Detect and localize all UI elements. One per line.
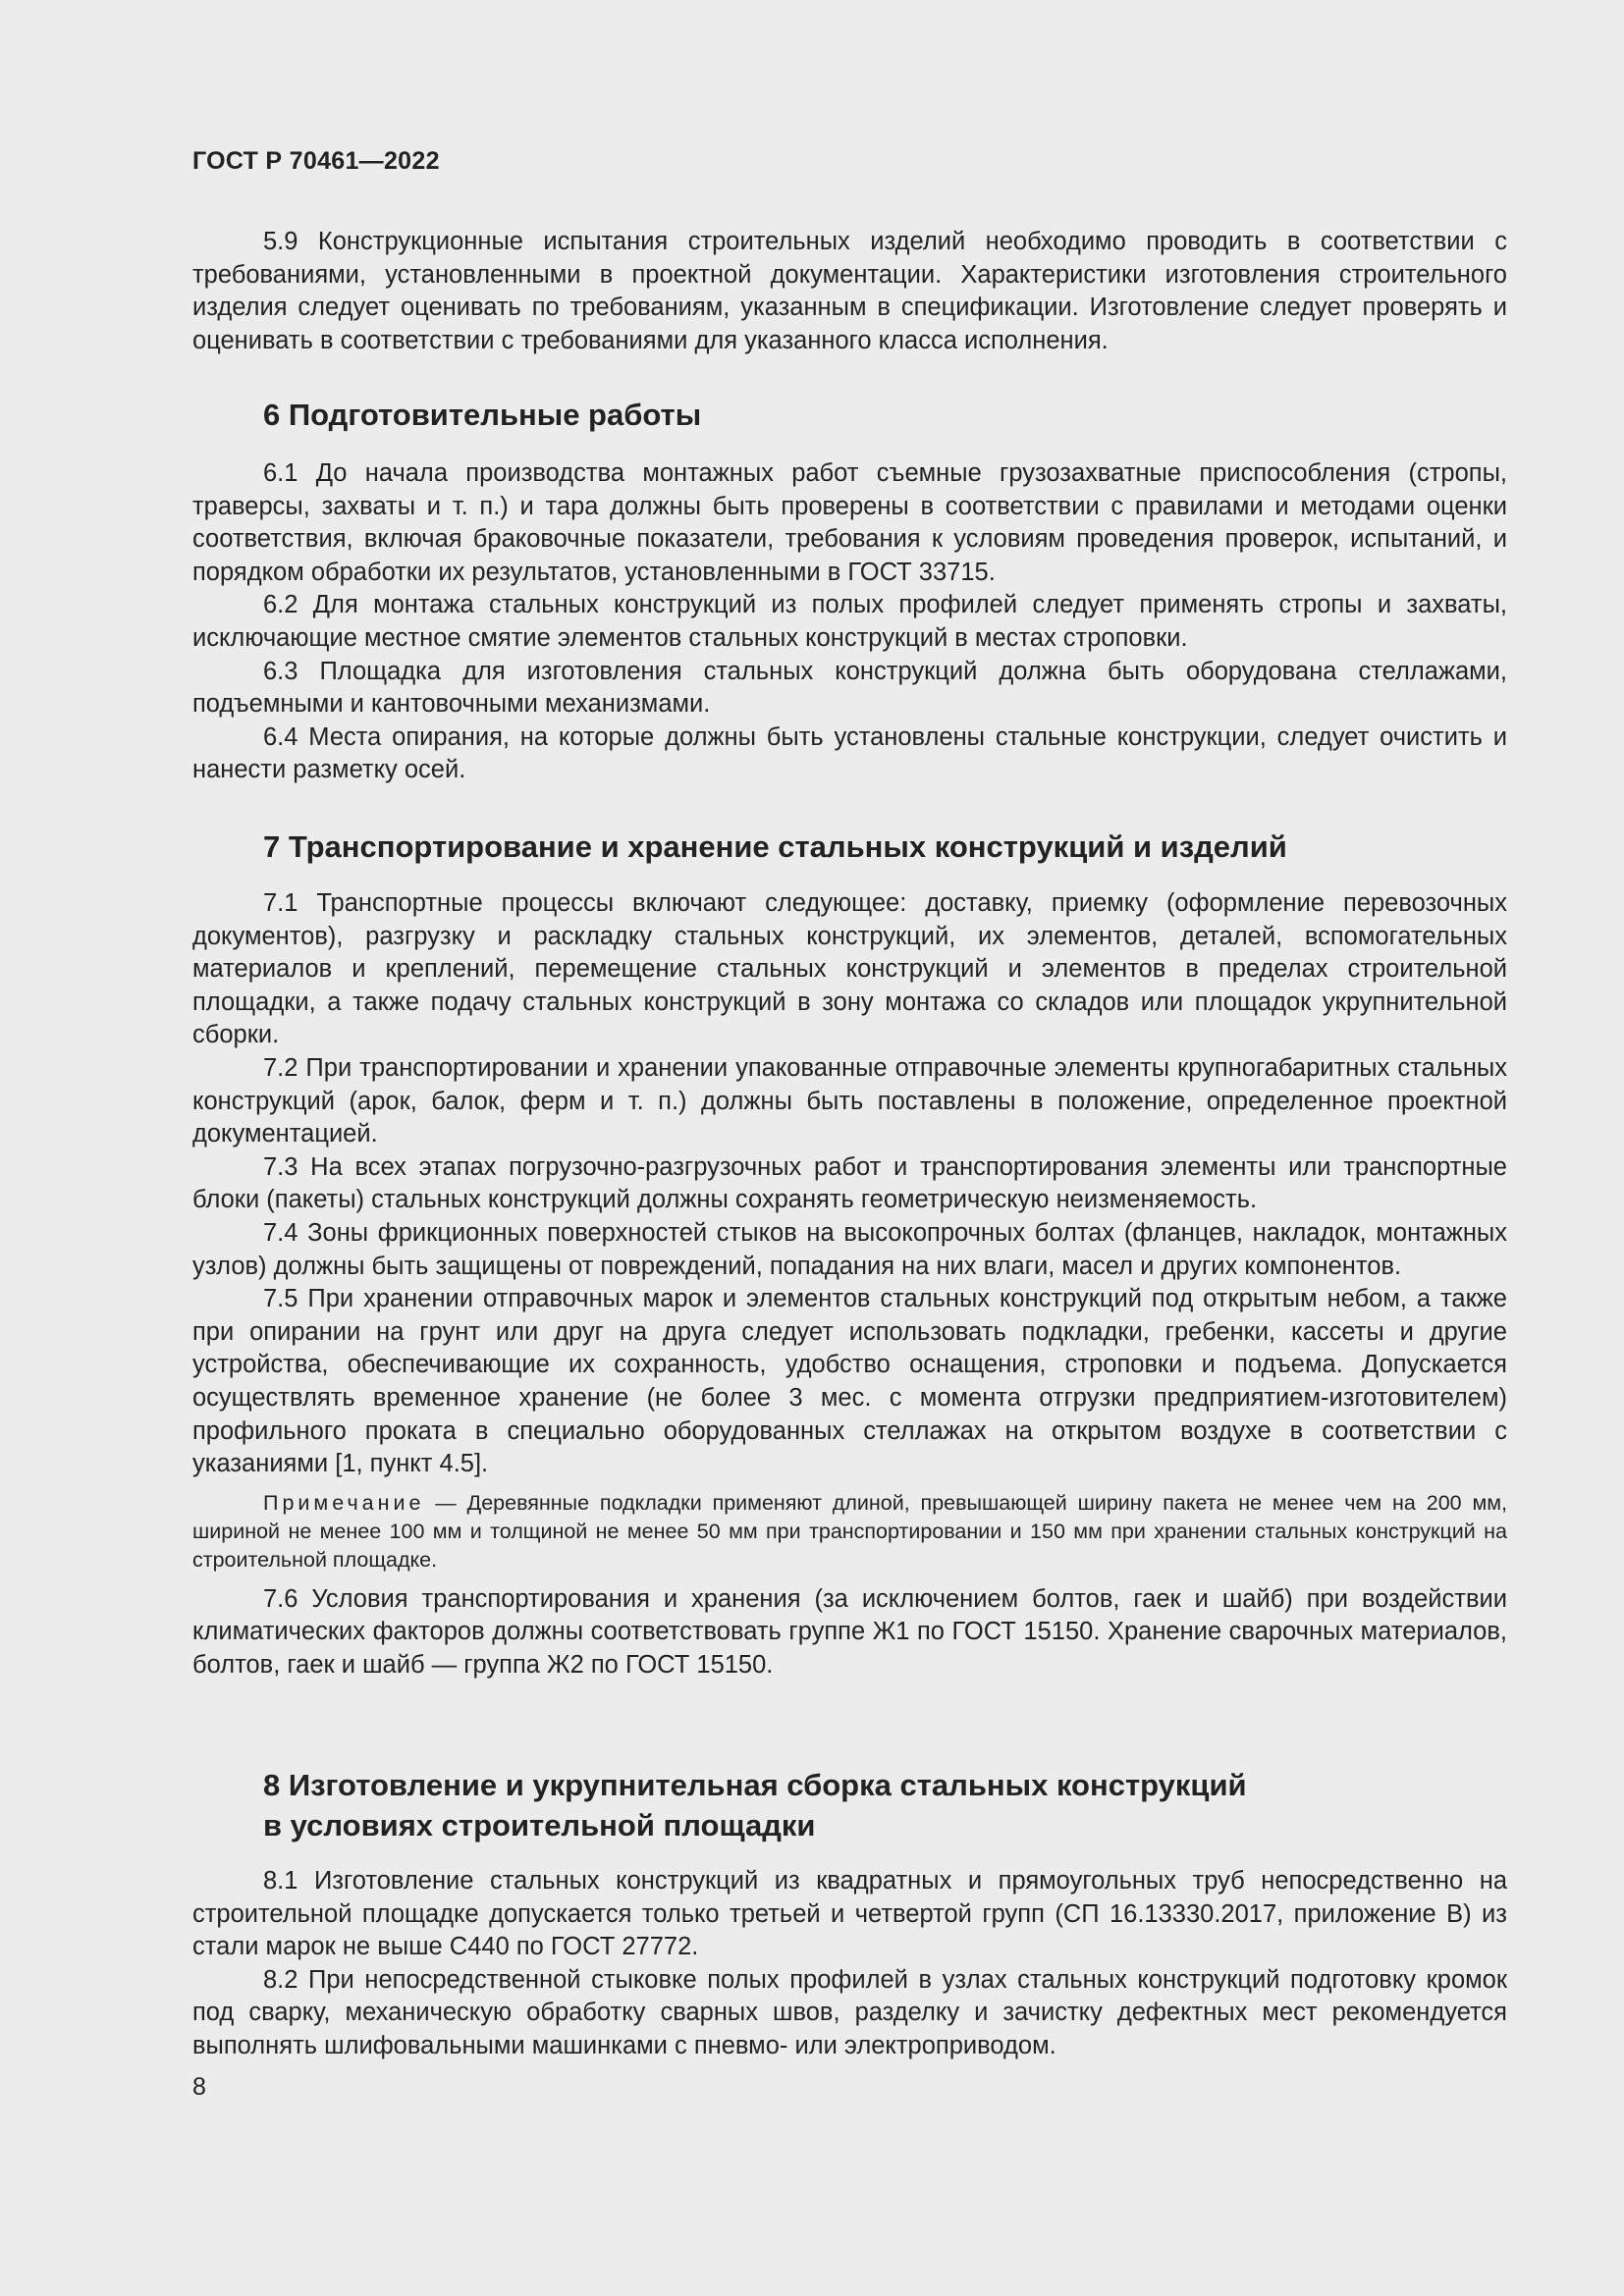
paragraph-7-4: 7.4 Зоны фрикционных поверхностей стыков на высокопрочных болтах (фланцев, накладок, монтажных узлов) должны быть защищены от повреждений, попадания на них влаги, масел и других компонентов. xyxy=(192,1218,1507,1280)
paragraph-5-9: 5.9 Конструкционные испытания строительных изделий необходимо проводить в соответствии с требованиями, установленными в проектной документации. Характеристики изготовления строительного изделия следует оценивать по требованиям, указанным в спецификации. Изготовление следует проверять и оценивать в соответствии с требованиями для указанного класса исполнения. xyxy=(192,228,1507,354)
section-7 xyxy=(192,827,1507,867)
paragraph-8-2: 8.2 При непосредственной стыковке полых профилей в узлах стальных конструкций подготовку кромок под сварку, механическую обработку сварных швов, разделку и зачистку дефектных мест рекомендуется выполнять шлифовальными машинками с пневмо- или электроприводом. xyxy=(192,1965,1507,2059)
document-header-code: ГОСТ Р 70461—2022 xyxy=(192,147,440,175)
section-7-body xyxy=(192,887,1507,1682)
note-7-5 xyxy=(192,1489,1507,1575)
section-8 xyxy=(192,1765,1507,1845)
section-6-body xyxy=(192,457,1507,787)
section-8-title-line2: в условиях строительной площадки xyxy=(263,1808,816,1842)
paragraph-5-9-block xyxy=(192,226,1507,357)
paragraph-7-2: 7.2 При транспортировании и хранении упакованные отправочные элементы крупногабаритных стальных конструкций (арок, балок, ферм и т. п.) должны быть поставлены в положение, определенное проектной документацией. xyxy=(192,1053,1507,1148)
paragraph-7-3: 7.3 На всех этапах погрузочно-разгрузочных работ и транспортирования элементы или транспортные блоки (пакеты) стальных конструкций должны сохранять геометрическую неизменяемость. xyxy=(192,1152,1507,1214)
section-6 xyxy=(192,395,1507,435)
page-number: 8 xyxy=(192,2073,206,2101)
section-6-title: 6 Подготовительные работы xyxy=(263,398,702,432)
note-text: — Деревянные подкладки применяют длиной, превышающей ширину пакета не менее чем на 200 мм, шириной не менее 100 мм и толщиной не менее 50 мм при транспортировании и 150 мм при хранении стальных конструкций на строительной площадке. xyxy=(192,1490,1507,1572)
paragraph-6-3: 6.3 Площадка для изготовления стальных конструкций должна быть оборудована стеллажами, подъемными и кантовочными механизмами. xyxy=(192,657,1507,719)
paragraph-7-1: 7.1 Транспортные процессы включают следующее: доставку, приемку (оформление перевозочных документов), разгрузку и раскладку стальных конструкций, их элементов, деталей, вспомогательных материалов и креплений, перемещение стальных конструкций и элементов в пределах строительной площадки, а также подачу стальных конструкций в зону монтажа со складов или площадок укрупнительной сборки. xyxy=(192,889,1507,1049)
note-label: Примечание xyxy=(263,1490,425,1515)
section-7-title: 7 Транспортирование и хранение стальных конструкций и изделий xyxy=(263,829,1287,864)
section-8-body xyxy=(192,1865,1507,2063)
section-8-title-line1: 8 Изготовление и укрупнительная сборка стальных конструкций xyxy=(263,1768,1247,1802)
paragraph-6-2: 6.2 Для монтажа стальных конструкций из полых профилей следует применять стропы и захваты, исключающие местное смятие элементов стальных конструкций в местах строповки. xyxy=(192,591,1507,652)
paragraph-7-6: 7.6 Условия транспортирования и хранения (за исключением болтов, гаек и шайб) при воздействии климатических факторов должны соответствовать группе Ж1 по ГОСТ 15150. Хранение сварочных материалов, болтов, гаек и шайб — группа Ж2 по ГОСТ 15150. xyxy=(192,1584,1507,1679)
paragraph-7-5: 7.5 При хранении отправочных марок и элементов стальных конструкций под открытым небом, а также при опирании на грунт или друг на друга следует использовать подкладки, гребенки, кассеты и другие устройства, обеспечивающие их сохранность, удобство оснащения, строповки и подъема. Допускается осуществлять временное хранение (не более 3 мес. с момента отгрузки предприятием-изготовителем) профильного проката в специально оборудованных стеллажах на открытом воздухе в соответствии с указаниями [1, пункт 4.5]. xyxy=(192,1285,1507,1478)
paragraph-8-1: 8.1 Изготовление стальных конструкций из квадратных и прямоугольных труб непосредственно на строительной площадке допускается только третьей и четвертой групп (СП 16.13330.2017, приложение В) из стали марок не выше С440 по ГОСТ 27772. xyxy=(192,1867,1507,1961)
paragraph-6-4: 6.4 Места опирания, на которые должны быть установлены стальные конструкции, следует очистить и нанести разметку осей. xyxy=(192,722,1507,784)
paragraph-6-1: 6.1 До начала производства монтажных работ съемные грузозахватные приспособления (стропы, траверсы, захваты и т. п.) и тара должны быть проверены в соответствии с правилами и методами оценки соответствия, включая браковочные показатели, требования к условиям проведения проверок, испытаний, и порядком обработки их результатов, установленными в ГОСТ 33715. xyxy=(192,459,1507,586)
